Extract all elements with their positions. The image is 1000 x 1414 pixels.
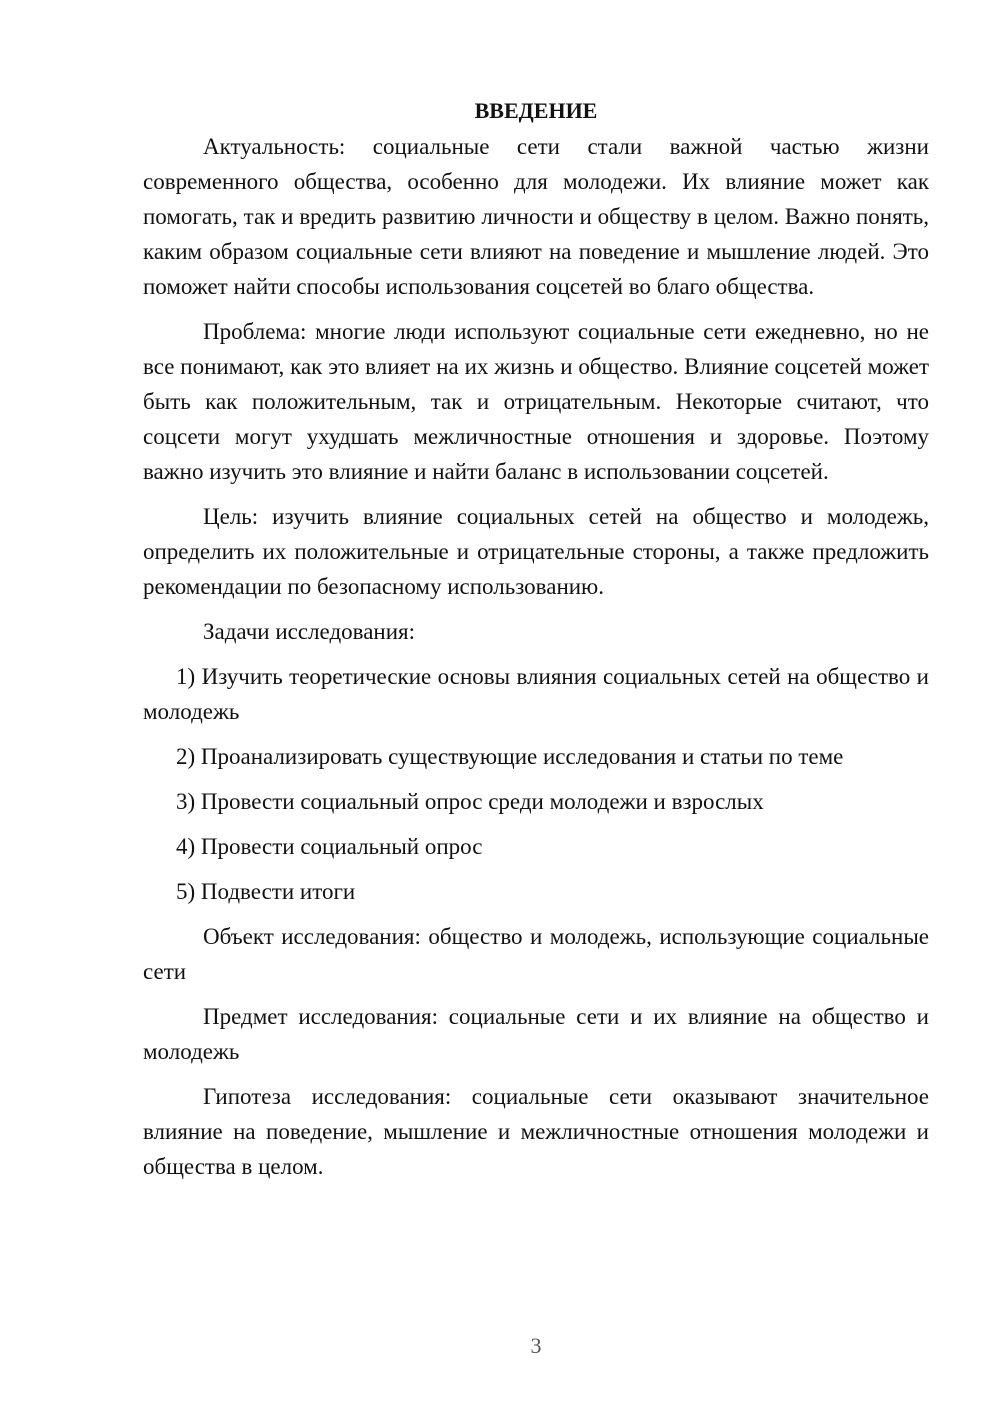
page-number: 3 — [530, 1333, 542, 1358]
task-item-5: 5) Подвести итоги — [176, 879, 356, 904]
paragraph-relevance: Актуальность: социальные сети стали важной частью жизни современного общества, особенно для молодежи. Их влияние может как помогать, так и вредить развитию личности и обществу в целом. Важно понять, каким образом социальные сети влияют на поведение и мышление людей. Это поможет найти способы использования соцсетей во благо общества. — [143, 134, 929, 299]
document-page — [143, 93, 929, 1194]
task-item-3: 3) Провести социальный опрос среди молодежи и взрослых — [176, 789, 764, 814]
task-item-4: 4) Провести социальный опрос — [176, 834, 483, 859]
tasks-heading: Задачи исследования: — [203, 619, 416, 644]
task-item-1: 1) Изучить теоретические основы влияния социальных сетей на общество и молодежь — [143, 664, 929, 724]
paragraph-hypothesis: Гипотеза исследования: социальные сети оказывают значительное влияние на поведение, мышление и межличностные отношения молодежи и общества в целом. — [143, 1084, 929, 1179]
section-title: ВВЕДЕНИЕ — [474, 98, 598, 123]
paragraph-object: Объект исследования: общество и молодежь, использующие социальные сети — [143, 924, 929, 984]
paragraph-problem: Проблема: многие люди используют социальные сети ежедневно, но не все понимают, как это влияет на их жизнь и общество. Влияние соцсетей может быть как положительным, так и отрицательным. Некоторые считают, что соцсети могут ухудшать межличностные отношения и здоровье. Поэтому важно изучить это влияние и найти баланс в использовании соцсетей. — [143, 319, 929, 484]
paragraph-goal: Цель: изучить влияние социальных сетей на общество и молодежь, определить их положительные и отрицательные стороны, а также предложить рекомендации по безопасному использованию. — [143, 504, 929, 599]
task-item-2: 2) Проанализировать существующие исследования и статьи по теме — [176, 744, 844, 769]
paragraph-subject: Предмет исследования: социальные сети и их влияние на общество и молодежь — [143, 1004, 929, 1064]
